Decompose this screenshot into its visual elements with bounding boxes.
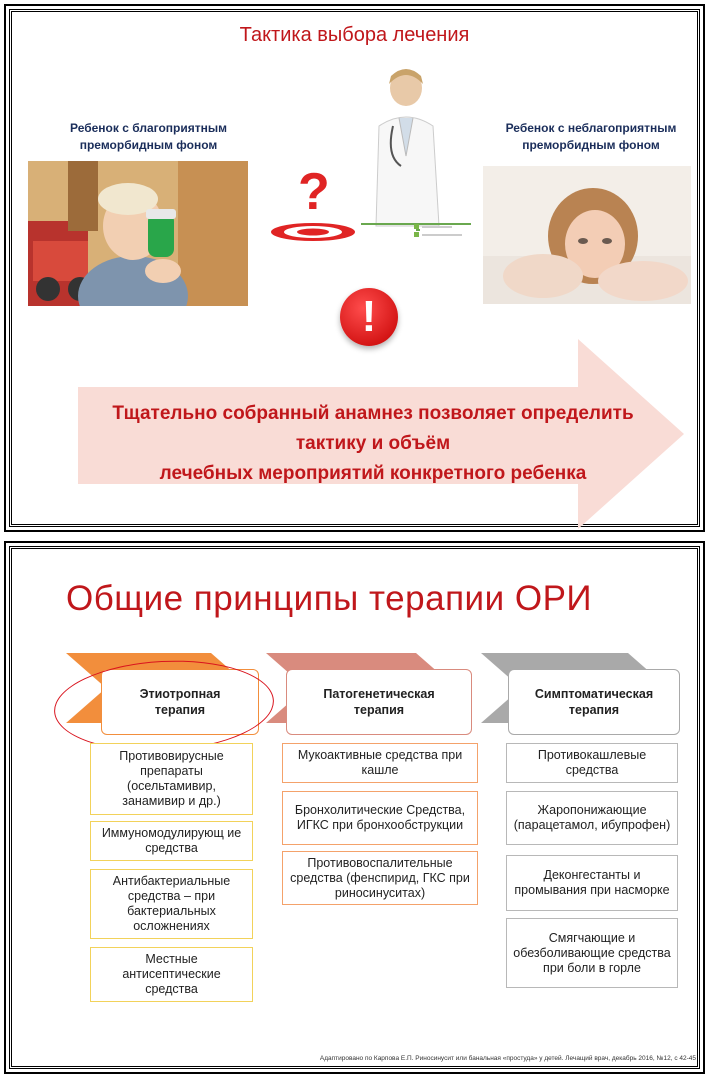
etiotropic-item-1: Противовирусные препараты (осельтамивир, занамивир и др.) bbox=[90, 743, 253, 815]
toddler-photo bbox=[28, 161, 248, 306]
symptomatic-item-2: Жаропонижающие (парацетамол, ибупрофен) bbox=[506, 791, 678, 845]
symptomatic-item-1: Противокашлевые средства bbox=[506, 743, 678, 783]
slide2-title: Общие принципы терапии ОРИ bbox=[66, 579, 593, 618]
pathogenetic-item-2: Бронхолитические Средства, ИГКС при бронхообструкции bbox=[282, 791, 478, 845]
etiotropic-item-4: Местные антисептические средства bbox=[90, 947, 253, 1002]
symptomatic-item-3: Деконгестанты и промывания при насморке bbox=[506, 855, 678, 911]
right-caption: Ребенок с неблагоприятным преморбидным фоном bbox=[505, 121, 677, 152]
exclamation-icon bbox=[340, 288, 398, 346]
arrow-message bbox=[78, 399, 668, 489]
pathogenetic-item-3: Противовоспалительные средства (фенспирид, ГКС при риносинуситах) bbox=[282, 851, 478, 905]
header-etiotropic: Этиотропная терапия bbox=[101, 669, 259, 735]
sick-girl-photo bbox=[483, 166, 691, 304]
footnote: Адаптировано по Карпова Е.П. Риносинусит или банальная «простуда» у детей. Лечащий врач, декабрь 2016, №12, с 42-45 bbox=[319, 1055, 696, 1062]
etiotropic-item-3: Антибактериальные средства – при бактериальных осложнениях bbox=[90, 869, 253, 939]
key-message-arrow bbox=[78, 339, 688, 529]
header-symptomatic: Симптоматическая терапия bbox=[508, 669, 680, 735]
symptomatic-item-4: Смягчающие и обезболивающие средства при боли в горле bbox=[506, 918, 678, 988]
question-mark-glyph: ? bbox=[298, 163, 330, 221]
arrow-line-2: тактику и объём bbox=[295, 433, 451, 454]
arrow-line-3: лечебных мероприятий конкретного ребенка bbox=[159, 463, 587, 484]
pathogenetic-item-1: Мукоактивные средства при кашле bbox=[282, 743, 478, 783]
header-pathogenetic: Патогенетическая терапия bbox=[286, 669, 472, 735]
slide1-title: Тактика выбора лечения bbox=[239, 24, 470, 46]
slide-therapy-principles bbox=[4, 541, 705, 1074]
etiotropic-item-2: Иммуномодулирующ ие средства bbox=[90, 821, 253, 861]
small-legend-marks bbox=[414, 224, 464, 238]
doctor-illustration bbox=[361, 66, 471, 231]
slide-treatment-tactics bbox=[4, 4, 705, 532]
left-caption: Ребенок с благоприятным преморбидным фоном bbox=[69, 121, 228, 152]
arrow-line-1: Тщательно собранный анамнез позволяет определить bbox=[112, 403, 634, 424]
question-target-icon bbox=[268, 163, 358, 242]
exclamation-glyph: ! bbox=[361, 292, 377, 341]
